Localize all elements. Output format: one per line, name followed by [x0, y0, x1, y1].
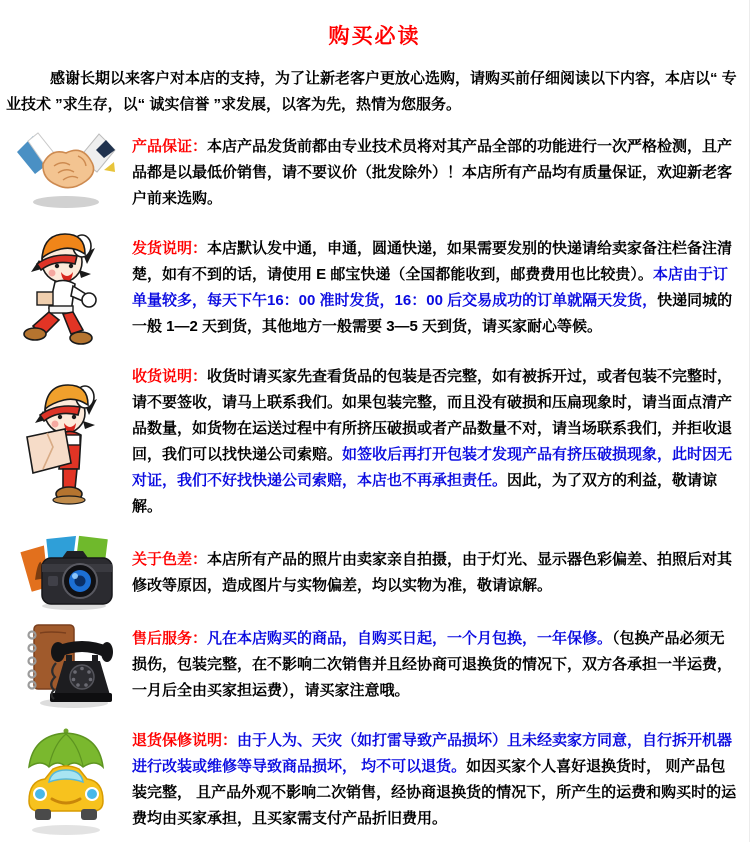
section-text: [132, 236, 749, 340]
page-title: 购买必读: [328, 25, 421, 48]
section-body: [132, 240, 732, 335]
section-heading: 发货说明：: [132, 240, 208, 257]
text-segment: 凡在本店购买的商品，自购买日起，一个月包换，一年保修。: [207, 630, 613, 647]
section-shipping-notes: [0, 226, 749, 350]
text-segment: （包换产品必须无损伤，包装完整，在不影响二次销售并且经协商可退换货的情况下，双方各承担一半运费，一月后全由买家担运费），请买家注意哦。: [132, 630, 733, 699]
section-color-difference: [0, 534, 749, 612]
section-body: [132, 368, 732, 515]
courier-box-icon: [0, 377, 132, 507]
section-heading: 关于色差：: [132, 551, 208, 568]
section-heading: 产品保证：: [132, 138, 208, 155]
text-segment: 由于人为、天灾（如打雷导致产品损坏）且未经卖家方同意，自行拆开机器进行改装或维修等导致商品损坏， 均不可以退货。: [132, 732, 733, 775]
section-text: [132, 547, 749, 599]
text-segment: 如签收后再打开包装才发现产品有挤压破损现象，此时因无对证，我们不好找快递公司索赔，本店也不再承担责任。: [132, 446, 733, 489]
section-heading: 收货说明：: [132, 368, 208, 385]
section-receiving-notes: [0, 354, 749, 530]
text-segment: 因此，为了双方的利益，敬请谅解。: [132, 472, 718, 515]
handshake-icon: [0, 132, 132, 214]
section-text: [132, 626, 749, 704]
section-body: [132, 138, 732, 207]
section-text: [132, 364, 749, 520]
text-segment: 收货时请买家先查看货品的包装是否完整，如有被拆开过，或者包装不完整时，请不要签收，请马上联系我们。如果包装完整，而且没有破损和压扁现象时，请当面点清产品数量，如货物在运送过程中有所挤压破损或者产品数量不对，请当场联系我们，并拒收退回，我们可以找快递公司索赔。: [132, 368, 733, 463]
section-heading: 售后服务：: [132, 630, 208, 647]
car-umbrella-icon: [0, 722, 132, 838]
section-body: [132, 551, 732, 594]
intro-paragraph: 感谢长期以来客户对本店的支持，为了让新老客户更放心选购，请购买前仔细阅读以下内容，本店以“ 专业技术 ”求生存，以“ 诚实信誉 ”求发展，以客为先，热情为您服务。: [6, 70, 737, 113]
section-product-guarantee: [0, 124, 749, 222]
telephone-icon: [0, 619, 132, 711]
text-segment: 快递同城的一般 1—2 天到货，其他地方一般需要 3—5 天到货，请买家耐心等候。: [132, 292, 733, 335]
courier-running-icon: [0, 226, 132, 350]
text-segment: 本店由于订单量较多，每天下午16：00 准时发货，16：00 后交易成功的订单就隔天发货，: [132, 266, 728, 309]
section-return-warranty: [0, 718, 749, 842]
section-body: [132, 630, 732, 699]
section-after-sales: [0, 616, 749, 714]
text-segment: 如因买家个人喜好退换货时， 则产品包装完整， 且产品外观不影响二次销售，经协商退换货的情况下，所产生的运费和购买时的运费均由买家承担，且买家需支付产品折旧费用。: [132, 758, 737, 827]
text-segment: 本店默认发中通，申通，圆通快递，如果需要发别的快递请给卖家备注栏备注清楚，如有不到的话，请使用 E 邮宝快递（全国都能收到，邮费费用也比较贵）。: [132, 240, 733, 283]
text-segment: 本店产品发货前都由专业技术员将对其产品全部的功能进行一次严格检测，且产品都是以最低价销售，请不要议价（批发除外）！本店所有产品均有质量保证，欢迎新老客户前来选购。: [132, 138, 733, 207]
section-text: [132, 134, 749, 212]
text-segment: 本店所有产品的照片由卖家亲自拍摄，由于灯光、显示器色彩偏差、拍照后对其修改等原因，造成图片与实物偏差，均以实物为准，敬请谅解。: [132, 551, 733, 594]
section-heading: 退货保修说明：: [132, 732, 238, 749]
camera-icon: [0, 534, 132, 612]
section-text: [132, 728, 749, 832]
